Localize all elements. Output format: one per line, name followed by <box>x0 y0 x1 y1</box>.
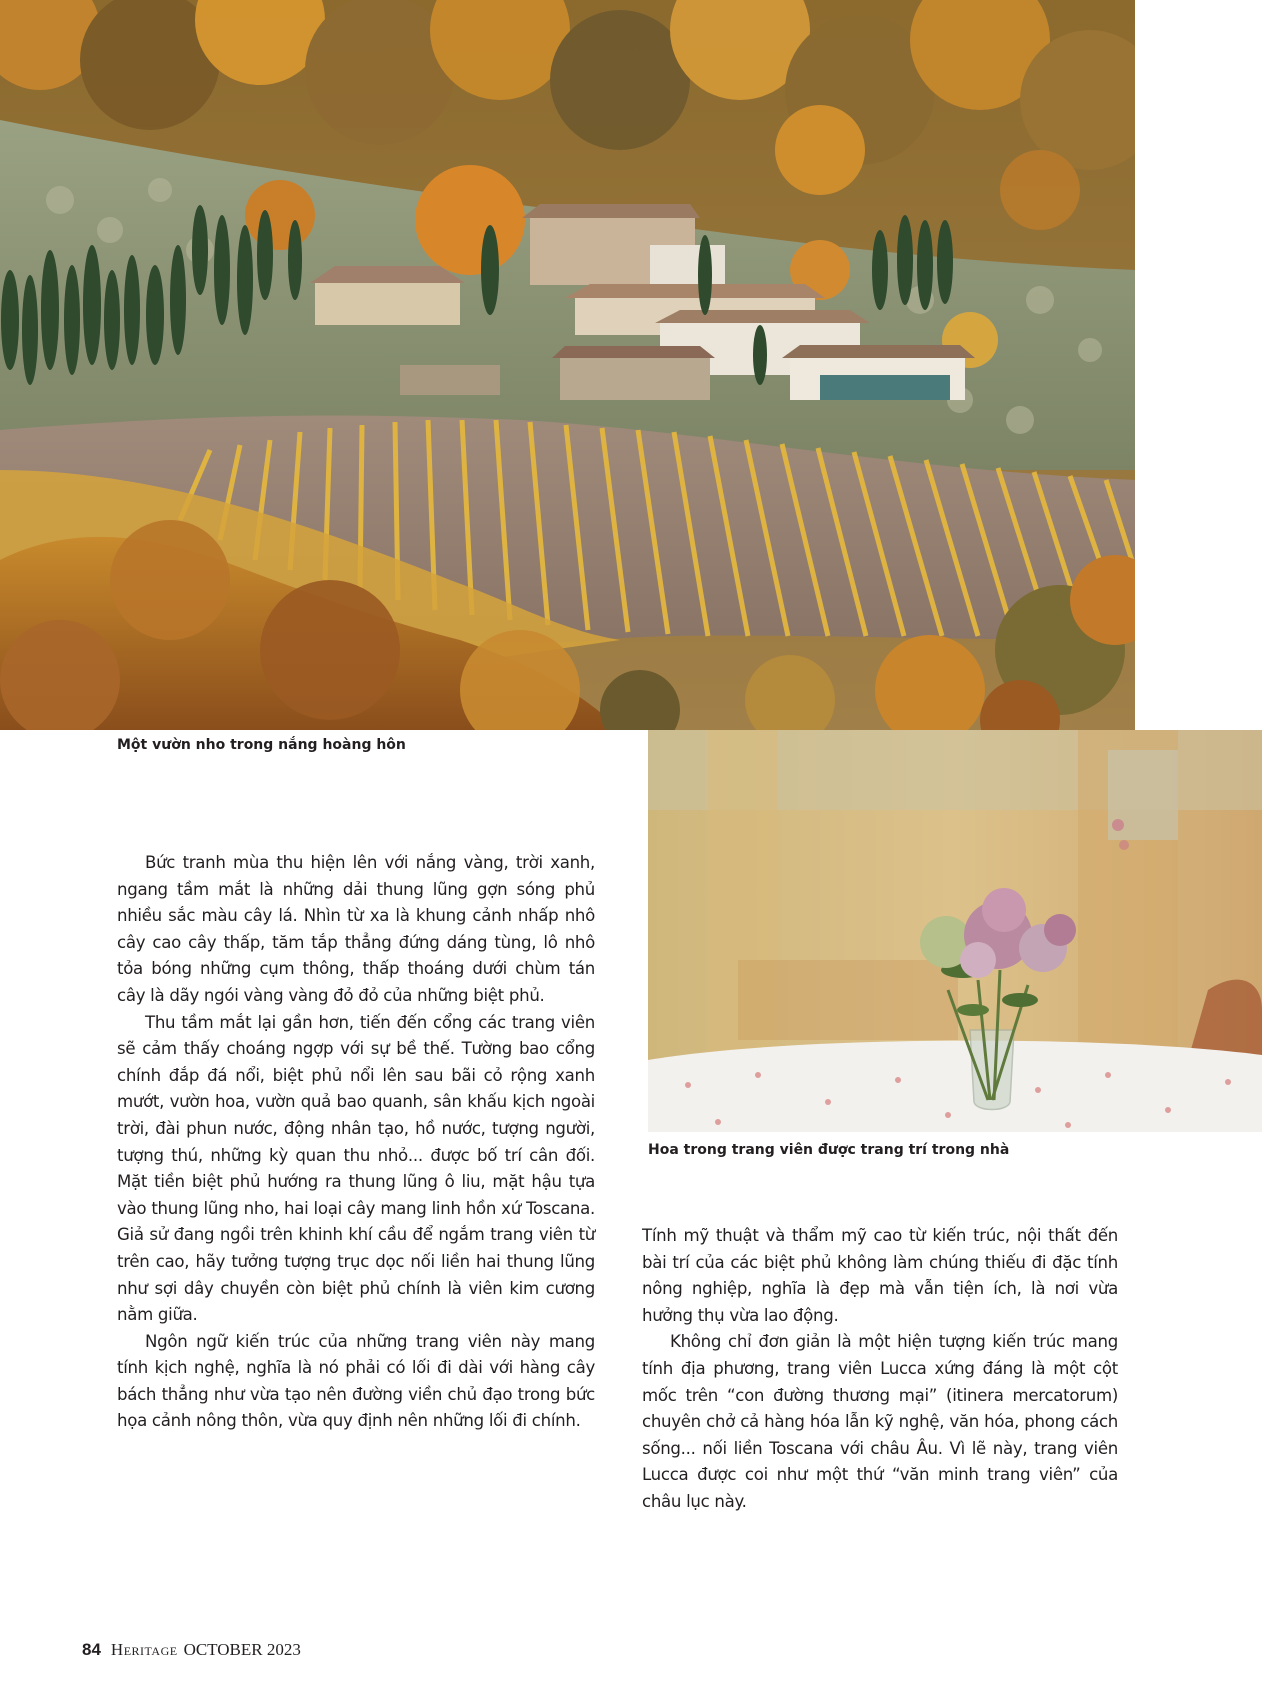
article-paragraph: Không chỉ đơn giản là một hiện tượng kiến trúc mang tính địa phương, trang viên Lucca xứng đáng là một cột mốc trên “con đường thương mại” (itinera mercatorum) chuyên chở cả hàng hóa lẫn kỹ nghệ, văn hóa, phong cách sống... nối liền Toscana với châu Âu. Vì lẽ này, trang viên Lucca được coi như một thứ “văn minh trang viên” của châu lục này. <box>642 1332 1118 1511</box>
vineyard-photo-caption: Một vườn nho trong nắng hoàng hôn <box>117 737 406 753</box>
vineyard-photo <box>0 0 1135 730</box>
page-footer <box>82 1640 301 1660</box>
article-right-column <box>642 1223 1118 1516</box>
issue-date: OCTOBER 2023 <box>183 1640 301 1659</box>
flower-photo-caption: Hoa trong trang viên được trang trí trong nhà <box>648 1142 1010 1158</box>
article-paragraph: Bức tranh mùa thu hiện lên với nắng vàng, trời xanh, ngang tầm mắt là những dải thung lũng gợn sóng phủ nhiều sắc màu cây lá. Nhìn từ xa là khung cảnh nhấp nhô cây cao cây thấp, tăm tắp thẳng đứng dáng tùng, lô nhô tỏa bóng những cụm thông, thấp thoáng dưới chùm tán cây là dãy ngói vàng vàng đỏ đỏ của những biệt phủ. <box>117 853 595 1005</box>
article-paragraph: Ngôn ngữ kiến trúc của những trang viên này mang tính kịch nghệ, nghĩa là nó phải có lối đi dài với hàng cây bách thẳng như vừa tạo nên đường viền chủ đạo trong bức họa cảnh nông thôn, vừa quy định nên những lối đi chính. <box>117 1331 595 1431</box>
flower-vase-photo <box>648 730 1262 1132</box>
article-paragraph: Tính mỹ thuật và thẩm mỹ cao từ kiến trúc, nội thất đến bài trí của các biệt phủ không làm chúng thiếu đi đặc tính nông nghiệp, nghĩa là đẹp mà vẫn tiện ích, là nơi vừa hưởng thụ vừa lao động. <box>642 1226 1118 1325</box>
page-number: 84 <box>82 1640 101 1659</box>
article-left-column <box>117 850 595 1435</box>
magazine-name: Heritage <box>110 1640 178 1659</box>
article-paragraph: Thu tầm mắt lại gần hơn, tiến đến cổng các trang viên sẽ cảm thấy choáng ngợp với sự bề thế. Tường bao cổng chính đắp đá nổi, biệt phủ nổi lên sau bãi cỏ rộng xanh mướt, vườn hoa, vườn quả bao quanh, sân khấu kịch ngoài trời, đài phun nước, động nhân tạo, hồ nước, tượng người, tượng thú, những kỳ quan thu nhỏ... được bố trí cân đối. Mặt tiền biệt phủ hướng ra thung lũng ô liu, mặt hậu tựa vào thung lũng nho, hai loại cây mang linh hồn xứ Toscana. Giả sử đang ngồi trên khinh khí cầu để ngắm trang viên từ trên cao, hãy tưởng tượng trục dọc nối liền hai thung lũng như sợi dây chuyền còn biệt phủ chính là viên kim cương nằm giữa. <box>117 1012 595 1325</box>
